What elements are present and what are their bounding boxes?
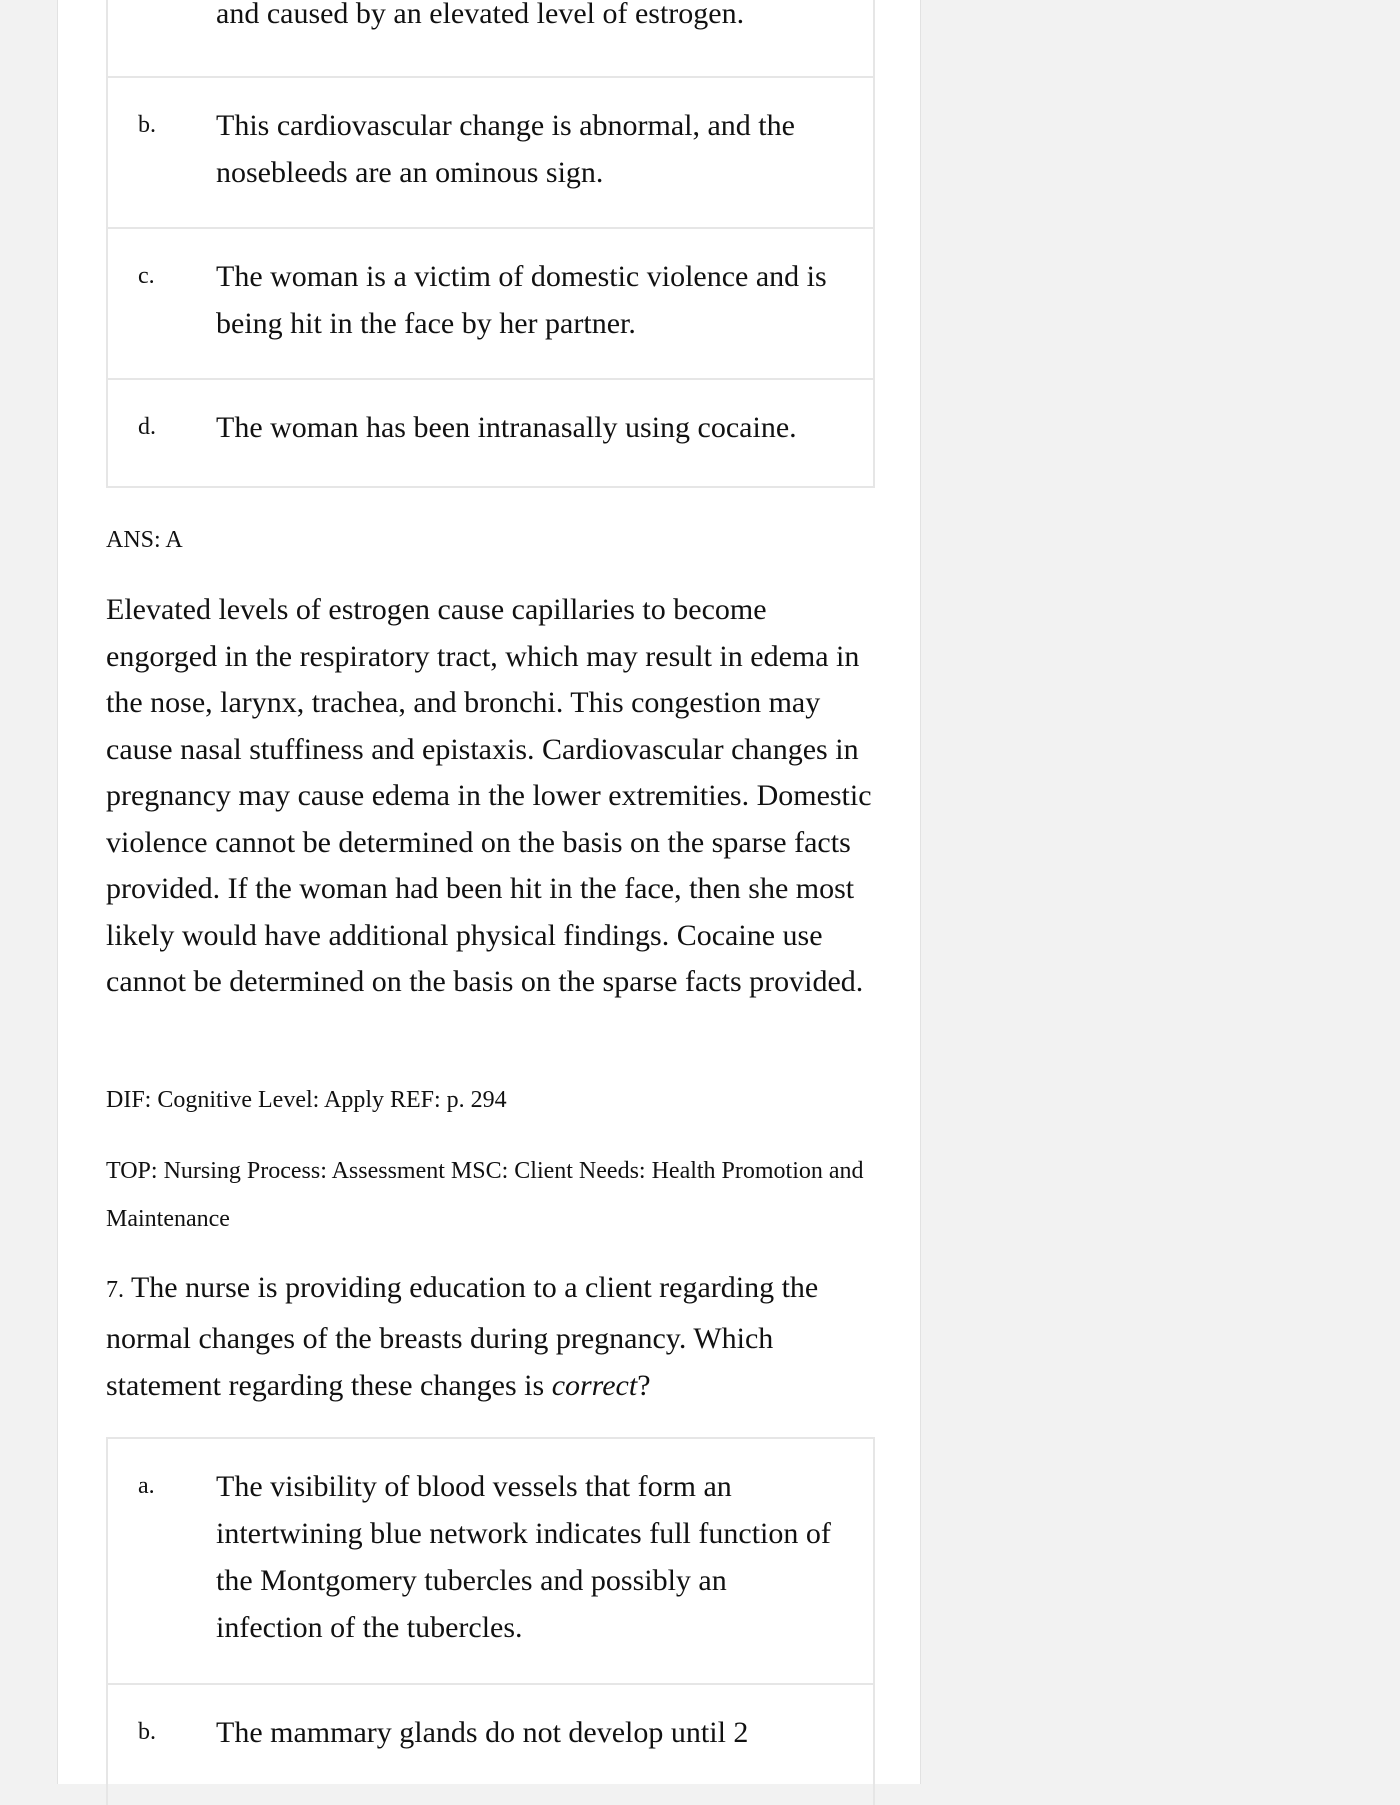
question-7-stem — [106, 1264, 876, 1410]
question-stem-end: ? — [637, 1369, 651, 1402]
question-stem-text: The nurse is providing education to a client regarding the normal changes of the breasts during pregnancy. Which statement regarding these changes is — [106, 1271, 819, 1402]
document-page — [57, 0, 921, 1784]
q6-options-table — [106, 0, 875, 488]
option-letter: b. — [138, 112, 156, 138]
q6-option-d — [108, 380, 873, 486]
q7-options-table — [106, 1437, 875, 1805]
question-stem-emphasis: correct — [551, 1369, 638, 1402]
option-text: and caused by an elevated level of estrogen. — [216, 0, 745, 30]
q7-option-b — [108, 1685, 873, 1805]
option-text: The woman is a victim of domestic violence and is being hit in the face by her partner. — [216, 260, 827, 340]
q7-option-a — [108, 1439, 873, 1685]
question-number: 7. — [106, 1277, 124, 1303]
q6-option-c — [108, 229, 873, 380]
answer-label: ANS: A — [106, 527, 183, 553]
q6-option-a — [108, 0, 873, 78]
option-letter — [108, 0, 216, 76]
option-letter: b. — [138, 1719, 156, 1745]
option-text: The visibility of blood vessels that form an intertwining blue network indicates full function of the Montgomery tubercles and possibly an infection of the tubercles. — [216, 1470, 831, 1644]
option-letter: d. — [138, 414, 156, 440]
option-letter: a. — [138, 1473, 155, 1499]
rationale-paragraph: Elevated levels of estrogen cause capillaries to become engorged in the respiratory tract, which may result in edema in the nose, larynx, trachea, and bronchi. This congestion may cause nasal stuffiness and epistaxis. Cardiovascular changes in pregnancy may cause edema in the lower extremities. Domestic violence cannot be determined on the basis on the sparse facts provided. If the woman had been hit in the face, then she most likely would have additional physical findings. Cocaine use cannot be determined on the basis on the sparse facts provided. — [106, 593, 872, 998]
option-text: This cardiovascular change is abnormal, and the nosebleeds are an ominous sign. — [216, 109, 795, 189]
dif-ref-line: DIF: Cognitive Level: Apply REF: p. 294 — [106, 1087, 507, 1113]
option-text: The mammary glands do not develop until 2 — [216, 1716, 749, 1749]
q6-option-b — [108, 78, 873, 229]
top-msc-line: TOP: Nursing Process: Assessment MSC: Client Needs: Health Promotion and Maintenance — [106, 1158, 864, 1232]
option-letter: c. — [138, 263, 155, 289]
option-text: The woman has been intranasally using cocaine. — [216, 411, 797, 444]
